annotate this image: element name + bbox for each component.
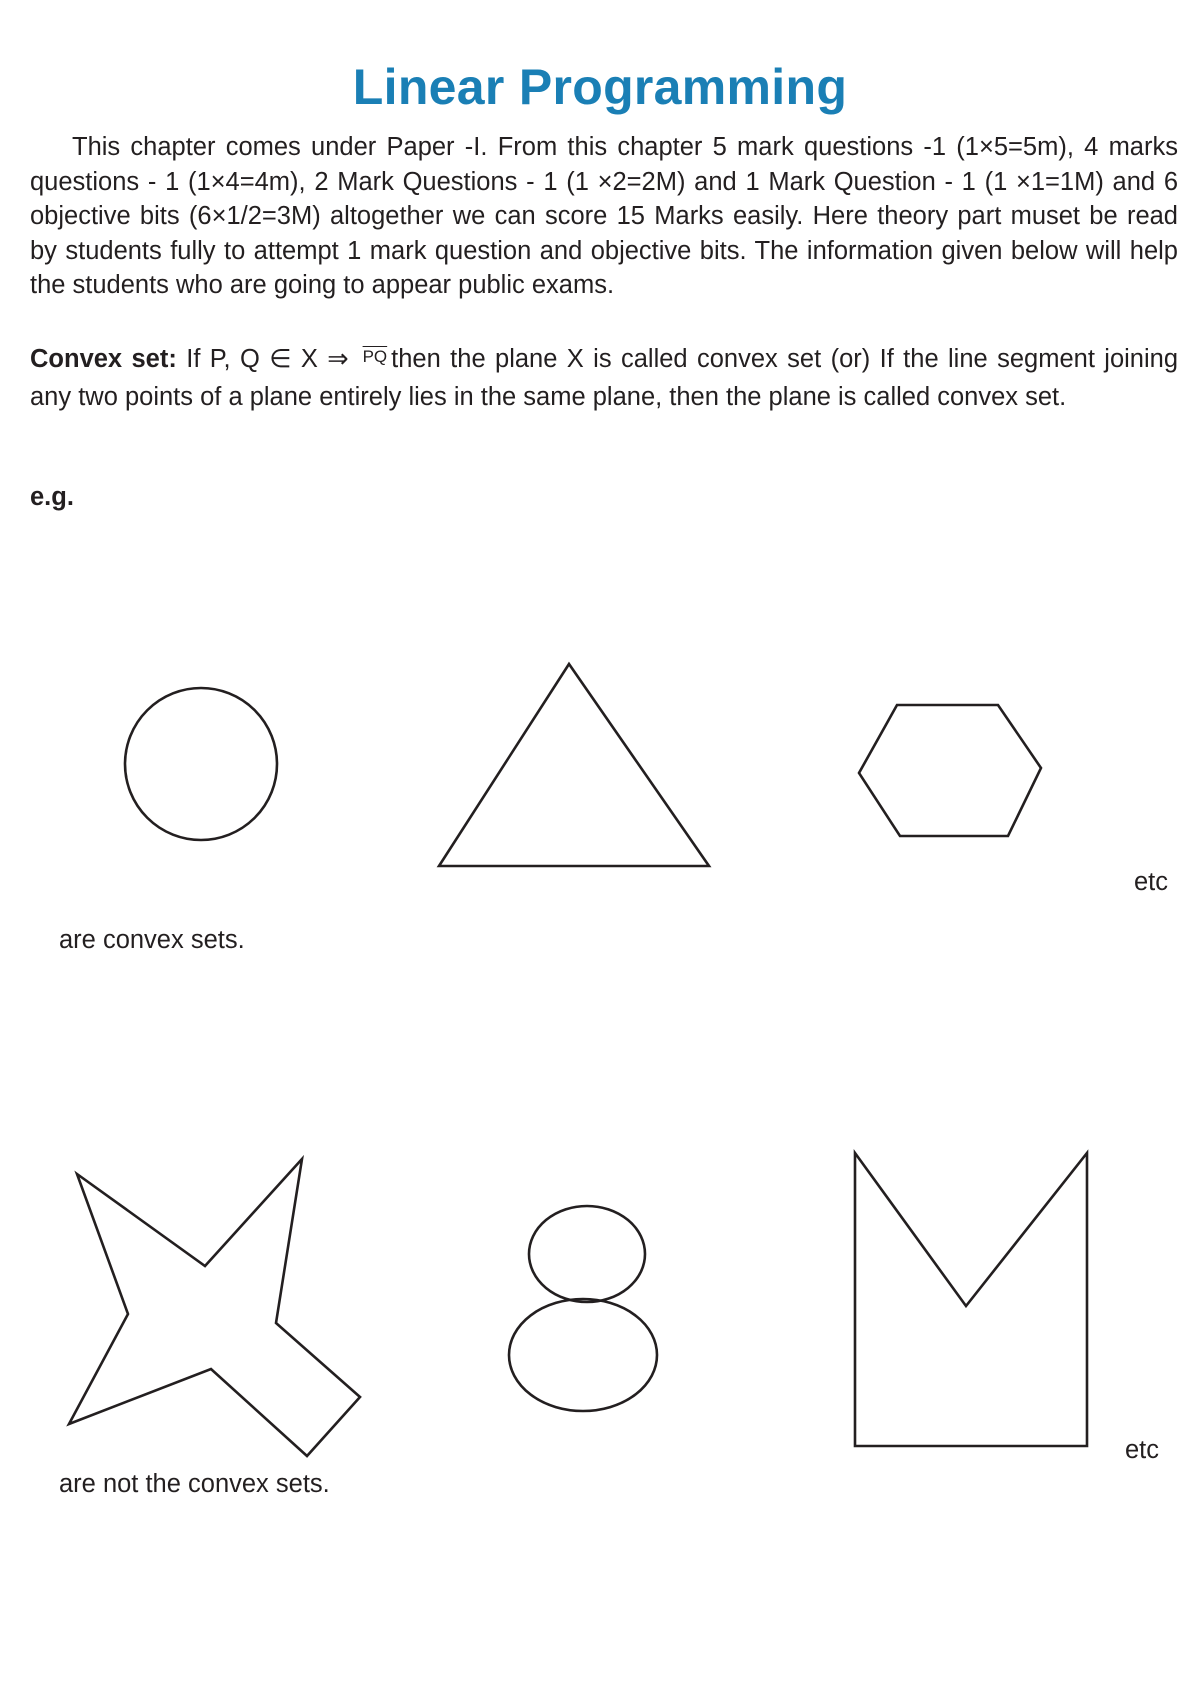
definition-term: Convex set: <box>30 345 177 373</box>
nonconvex-figure-eight-bottom-shape <box>509 1299 657 1411</box>
convex-etc-label: etc <box>1134 868 1169 896</box>
nonconvex-etc-label: etc <box>1125 1436 1160 1464</box>
convex-caption: are convex sets. <box>59 926 245 954</box>
page-title: Linear Programming <box>352 59 848 115</box>
convex-hexagon-shape <box>859 705 1041 836</box>
nonconvex-star-shape <box>69 1159 360 1456</box>
nonconvex-caption: are not the convex sets. <box>59 1470 330 1498</box>
intro-paragraph: This chapter comes under Paper -I. From this chapter 5 mark questions -1 (1×5=5m), 4 marks questions - 1 (1×4=4m), 2 Mark Questions - 1 (1 ×2=2M) and 1 Mark Question - 1 (1 ×1=1M) and 6 objective bits (6×1/2=3M) altogether we can score 15 Marks easily. Here theory part muset be read by students fully to attempt 1 mark question and objective bits. The information given below will help the students who are going to appear public exams. <box>30 133 1178 299</box>
convex-triangle-shape <box>439 664 709 866</box>
definition-condition: If P, Q ∈ X ⇒ <box>186 345 349 373</box>
example-label: e.g. <box>30 483 74 511</box>
definition-text: then the plane X is called convex set (or) If the line segment joining any two points of a plane entirely lies in the same plane, then the plane is called convex set. <box>30 345 1179 411</box>
nonconvex-figure-eight-top-shape <box>529 1206 645 1302</box>
segment-pq: $\overline{PQ}$ <box>362 347 388 366</box>
convex-circle-shape <box>125 688 277 840</box>
nonconvex-notched-rectangle-shape <box>855 1153 1087 1446</box>
